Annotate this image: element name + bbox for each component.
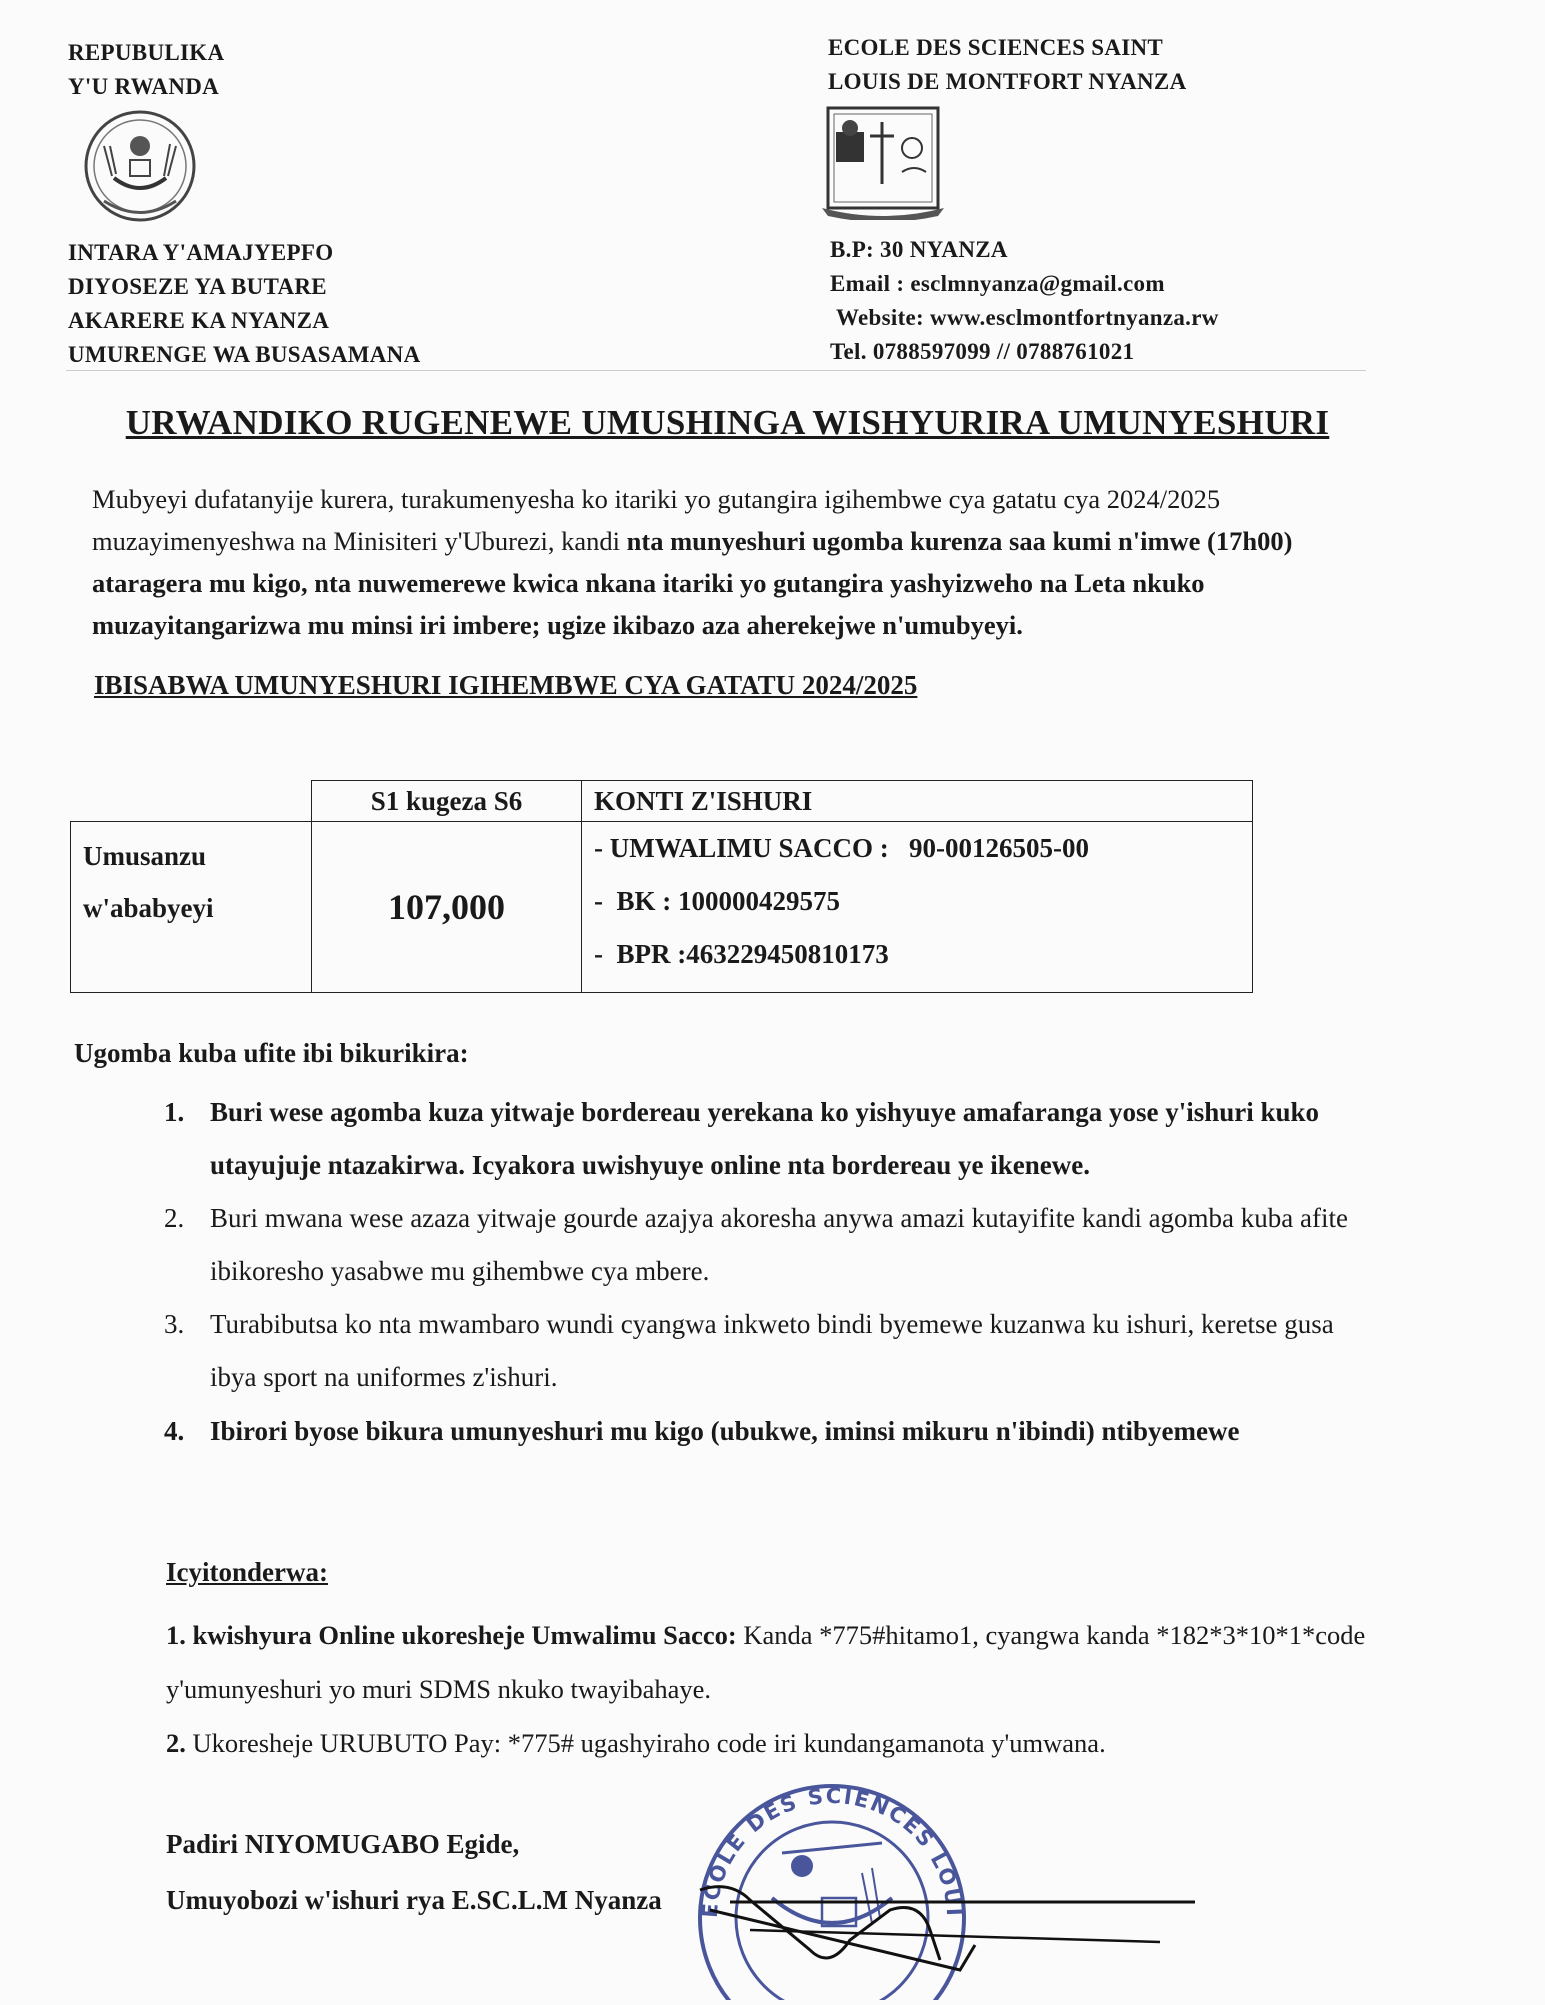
- left-header: [68, 36, 224, 104]
- note-item-1-bold: 1. kwishyura Online ukoresheje Umwalimu Sacco:: [166, 1620, 737, 1650]
- fee-amount: 107,000: [312, 822, 582, 993]
- accounts-cell: [582, 822, 1253, 993]
- requirements-lead: Ugomba kuba ufite ibi bikurikira:: [74, 1038, 469, 1068]
- table-header-row: [71, 781, 1253, 822]
- address-line: AKARERE KA NYANZA: [68, 308, 330, 333]
- class-column-header: S1 kugeza S6: [312, 781, 582, 822]
- right-contacts: [830, 233, 1219, 369]
- table-row: [71, 822, 1253, 993]
- list-item: [160, 1298, 1380, 1404]
- list-item-number: 4.: [164, 1416, 185, 1446]
- right-header: [828, 31, 1186, 99]
- row-label-line: Umusanzu: [83, 841, 207, 871]
- list-item-text: Ibirori byose bikura umunyeshuri mu kigo (ubukwe, iminsi mikuru n'ibindi) ntibyemewe: [210, 1416, 1240, 1446]
- address-line: INTARA Y'AMAJYEPFO: [68, 240, 334, 265]
- postal-box: B.P: 30 NYANZA: [830, 237, 1008, 262]
- requirements-list: [160, 1086, 1380, 1458]
- handwritten-signature: [690, 1870, 1210, 1980]
- phone-line: Tel. 0788597099 // 0788761021: [830, 339, 1135, 364]
- signatory-role: Umuyobozi w'ishuri rya E.SC.L.M Nyanza: [166, 1885, 662, 1915]
- row-label-cell: [71, 822, 312, 993]
- svg-text:ECOLE DES SCIENCES LOUIS DE MO: ECOLE DES SCIENCES LOUI: [697, 1783, 967, 1919]
- list-item-number: 2.: [164, 1203, 185, 1233]
- note-heading: Icyitonderwa:: [166, 1557, 328, 1587]
- website-line: Website: www.esclmontfortnyanza.rw: [836, 305, 1219, 330]
- school-name-line-2: LOUIS DE MONTFORT NYANZA: [828, 69, 1187, 94]
- header-divider: [66, 370, 1366, 371]
- list-item-number: 1.: [164, 1097, 185, 1127]
- address-line: DIYOSEZE YA BUTARE: [68, 274, 327, 299]
- requirements-title: IBISABWA UMUNYESHURI IGIHEMBWE CYA GATATU 2024/2025: [94, 670, 918, 700]
- school-name-line-1: ECOLE DES SCIENCES SAINT: [828, 35, 1164, 60]
- signatory-name: Padiri NIYOMUGABO Egide,: [166, 1829, 520, 1859]
- address-line: UMURENGE WA BUSASAMANA: [68, 342, 421, 367]
- email-line: Email : esclmnyanza@gmail.com: [830, 271, 1165, 296]
- list-item: [160, 1405, 1380, 1458]
- accounts-column-header: KONTI Z'ISHURI: [582, 781, 1253, 822]
- note-item-1-text: Kanda *775#hitamo1, cyangwa kanda *182*3*10*1*code y'umunyeshuri yo muri SDMS nkuko twayibahaye.: [166, 1620, 1366, 1704]
- note-body: [166, 1608, 1366, 1770]
- account-line: - BPR :463229450810173: [594, 939, 889, 969]
- country-line-1: REPUBULIKA: [68, 40, 225, 65]
- intro-normal-text: Mubyeyi dufatanyije kurera, turakumenyesha ko itariki yo gutangira igihembwe cya gatatu cya 2024/2025 muzayimenyeshwa na Minisiteri y'Uburezi, kandi: [92, 484, 1221, 556]
- list-item: [160, 1086, 1380, 1192]
- account-line: - BK : 100000429575: [594, 886, 840, 916]
- rwanda-coat-of-arms: [74, 106, 206, 230]
- list-item: [160, 1192, 1380, 1298]
- left-address: [68, 236, 421, 372]
- signature-block: [166, 1816, 662, 1928]
- intro-paragraph: [92, 478, 1382, 646]
- school-logo: [822, 104, 944, 220]
- note-item-2-bold: 2.: [166, 1728, 186, 1758]
- fees-table: [70, 780, 1253, 993]
- document-title: URWANDIKO RUGENEWE UMUSHINGA WISHYURIRA UMUNYESHURI: [125, 403, 1330, 442]
- account-line: - UMWALIMU SACCO : 90-00126505-00: [594, 833, 1089, 863]
- list-item-text: Turabibutsa ko nta mwambaro wundi cyangwa inkweto bindi byemewe kuzanwa ku ishuri, keretse gusa ibya sport na uniformes z'ishuri.: [210, 1309, 1334, 1392]
- list-item-text: Buri mwana wese azaza yitwaje gourde azajya akoresha anywa amazi kutayifite kandi agomba kuba afite ibikoresho yasabwe mu gihembwe cya mbere.: [210, 1203, 1348, 1286]
- list-item-number: 3.: [164, 1309, 185, 1339]
- note-item-1: [166, 1608, 1366, 1716]
- intro-bold-text: nta munyeshuri ugomba kurenza saa kumi n'imwe (17h00) ataragera mu kigo, nta nuwemerewe kwica nkana itariki yo gutangira yashyizweho na Leta nkuko muzayitangarizwa mu minsi iri imbere; ugize ikibazo aza aherekejwe n'umubyeyi.: [92, 526, 1293, 640]
- table-blank-cell: [71, 781, 312, 822]
- row-label-line: w'ababyeyi: [83, 893, 214, 923]
- note-item-2-text: Ukoresheje URUBUTO Pay: *775# ugashyiraho code iri kundangamanota y'umwana.: [185, 1728, 1106, 1758]
- list-item-text: Buri wese agomba kuza yitwaje bordereau yerekana ko yishyuye amafaranga yose y'ishuri kuko utayujuje ntazakirwa. Icyakora uwishyuye online nta bordereau ye ikenewe.: [210, 1097, 1320, 1180]
- country-line-2: Y'U RWANDA: [68, 74, 220, 99]
